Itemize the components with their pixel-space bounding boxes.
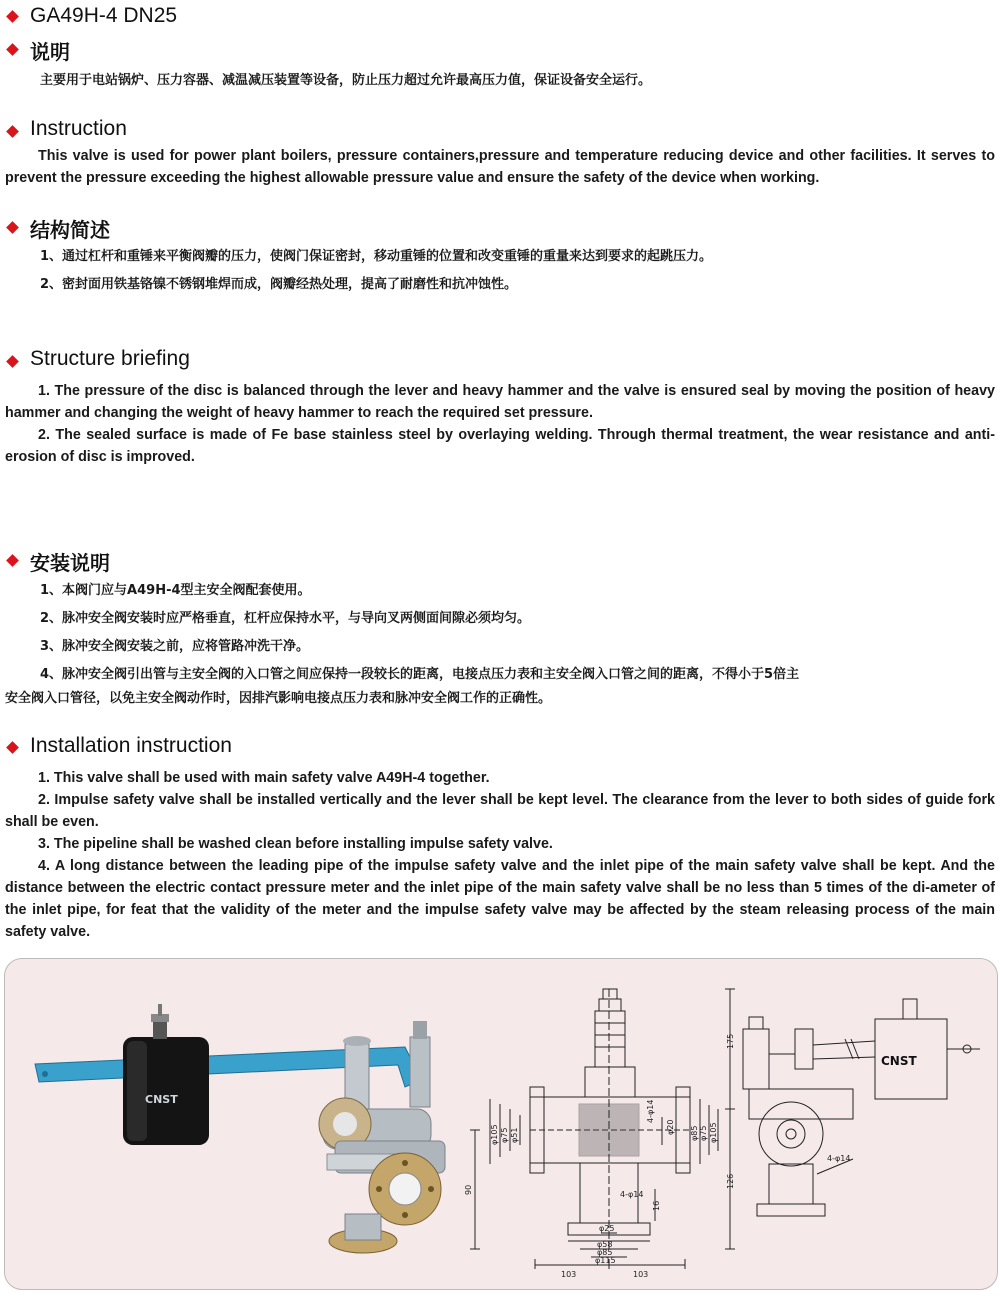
dim-label: 126 [726, 1173, 735, 1189]
valve-figure [5, 959, 997, 1289]
drawing-brand-label: CNST [881, 1054, 917, 1068]
section-heading-install-en: Installation instruction [30, 734, 232, 757]
struct-cn-item: 2、密封面用铁基铬镍不锈钢堆焊而成，阀瓣经热处理，提高了耐磨性和抗冲蚀性。 [40, 277, 518, 292]
dim-label: 4-φ14 [827, 1154, 851, 1163]
install-cn-item: 1、本阀门应与A49H-4型主安全阀配套使用。 [40, 583, 311, 598]
dim-label: 103 [561, 1270, 577, 1279]
diamond-bullet-icon [6, 554, 19, 567]
section-heading-desc-en: Instruction [30, 117, 127, 140]
section-heading-struct-cn: 结构简述 [30, 218, 110, 242]
figure-panel [4, 958, 998, 1290]
dim-label: 175 [726, 1033, 735, 1049]
section-heading-struct-en: Structure briefing [30, 347, 190, 370]
valve-photo [35, 1004, 445, 1253]
install-en-item: 1. This valve shall be used with main safety valve A49H-4 together. [38, 770, 490, 786]
dim-label: 90 [464, 1184, 473, 1195]
diamond-bullet-icon [6, 741, 19, 754]
diamond-bullet-icon [6, 10, 19, 23]
dim-label: φ25 [599, 1224, 615, 1233]
dim-label: φ20 [666, 1119, 675, 1135]
diamond-bullet-icon [6, 43, 19, 56]
struct-cn-item: 1、通过杠杆和重锤来平衡阀瓣的压力，使阀门保证密封，移动重锤的位置和改变重锤的重量来达到要求的起跳压力。 [40, 249, 713, 264]
dim-label: φ51 [510, 1127, 519, 1143]
dim-label: φ85 [597, 1248, 613, 1257]
dim-label: 16 [652, 1200, 661, 1211]
install-en-item: 4. A long distance between the leading pipe of the impulse safety valve and the inlet pipe of the main safety valve shall be kept. And the distance between the electric contact pressure meter and the inlet pipe of the main safety valve shall be no less than 5 times of the di-ameter of the inlet pipe, for feat that the validity of the meter and the impulse safety valve may be affected by the steam releasing process of the main safety valve. [5, 858, 995, 940]
diamond-bullet-icon [6, 125, 19, 138]
dim-label: 103 [633, 1270, 649, 1279]
side-view-drawing [743, 999, 980, 1216]
install-en-item: 3. The pipeline shall be washed clean before installing impulse safety valve. [38, 836, 553, 852]
struct-en-item: 1. The pressure of the disc is balanced through the lever and heavy hammer and the valve is ensured seal by moving the position of heavy hammer and changing the weight of heavy hammer to reach the required set pressure. [5, 383, 995, 421]
install-cn-item: 4、脉冲安全阀引出管与主安全阀的入口管之间应保持一段较长的距离，电接点压力表和主安全阀入口管之间的距离，不得小于5倍主 [40, 667, 800, 682]
desc-en-text: This valve is used for power plant boilers, pressure containers,pressure and temperature reducing device and other facilities. It serves to prevent the pressure exceeding the highest allowable pressure value and ensure the safety of the device when working. [5, 148, 995, 186]
section-heading-install-cn: 安装说明 [30, 551, 110, 575]
dim-label: φ105 [490, 1124, 499, 1145]
dim-label: φ85 [690, 1125, 699, 1141]
photo-brand-label: CNST [145, 1093, 178, 1106]
dim-label: 4-φ14 [646, 1099, 655, 1123]
section-heading-desc-cn: 说明 [30, 40, 70, 64]
install-cn-item: 3、脉冲安全阀安装之前，应将管路冲洗干净。 [40, 639, 310, 654]
struct-en-item: 2. The sealed surface is made of Fe base stainless steel by overlaying welding. Through thermal treatment, the wear resistance and anti-erosion of disc is improved. [5, 427, 995, 465]
diamond-bullet-icon [6, 355, 19, 368]
install-cn-item: 2、脉冲安全阀安装时应严格垂直，杠杆应保持水平，与导向叉两侧面间隙必须均匀。 [40, 611, 531, 626]
dim-label: 4-φ14 [620, 1190, 644, 1199]
install-en-item: 2. Impulse safety valve shall be installed vertically and the lever shall be kept level. The clearance from the lever to both sides of guide fork shall be even. [5, 792, 995, 830]
diamond-bullet-icon [6, 221, 19, 234]
dim-label: φ75 [699, 1125, 708, 1141]
dim-label: φ58 [597, 1240, 613, 1249]
install-cn-item: 安全阀入口管径，以免主安全阀动作时，因排汽影响电接点压力表和脉冲安全阀工作的正确性。 [5, 691, 552, 706]
desc-cn-text: 主要用于电站锅炉、压力容器、减温减压装置等设备，防止压力超过允许最高压力值，保证设备安全运行。 [40, 73, 652, 88]
dim-label: φ115 [595, 1256, 616, 1265]
dim-label: φ75 [500, 1127, 509, 1143]
page-title: GA49H-4 DN25 [30, 4, 178, 27]
dim-label: φ105 [709, 1122, 718, 1143]
